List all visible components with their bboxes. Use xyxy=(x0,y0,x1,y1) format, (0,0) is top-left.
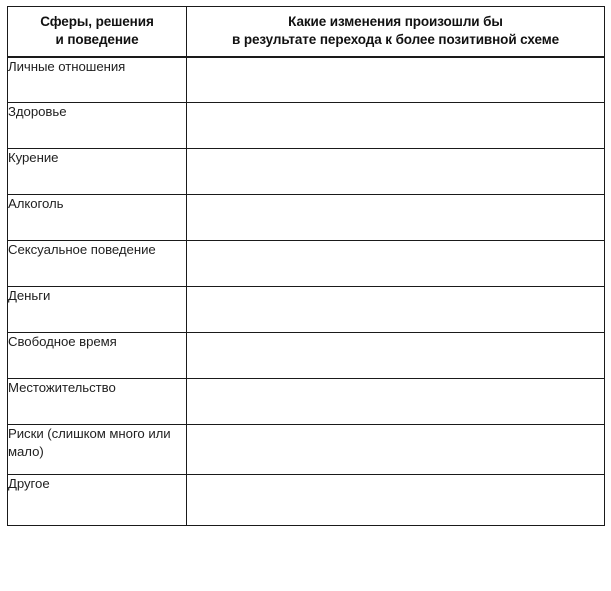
row-answer-sexual-behavior[interactable] xyxy=(187,241,605,287)
table-header-row xyxy=(8,7,605,57)
table-row xyxy=(8,379,605,425)
table-row xyxy=(8,425,605,475)
row-label-free-time: Свободное время xyxy=(8,333,187,379)
table-row xyxy=(8,287,605,333)
row-answer-residence[interactable] xyxy=(187,379,605,425)
table-row xyxy=(8,195,605,241)
schema-change-worksheet-table xyxy=(7,6,605,526)
table-row xyxy=(8,57,605,103)
row-answer-free-time[interactable] xyxy=(187,333,605,379)
table-row xyxy=(8,103,605,149)
column-header-domain-line1: Сферы, решения xyxy=(40,14,154,29)
column-header-domain xyxy=(8,7,187,57)
table-row xyxy=(8,241,605,287)
column-header-changes xyxy=(187,7,605,57)
row-label-sexual-behavior: Сексуальное поведение xyxy=(8,241,187,287)
row-answer-alcohol[interactable] xyxy=(187,195,605,241)
table-row xyxy=(8,149,605,195)
row-answer-money[interactable] xyxy=(187,287,605,333)
row-label-money: Деньги xyxy=(8,287,187,333)
row-label-alcohol: Алкоголь xyxy=(8,195,187,241)
table-row xyxy=(8,475,605,526)
table-header xyxy=(8,7,605,57)
row-answer-risks[interactable] xyxy=(187,425,605,475)
table-row xyxy=(8,333,605,379)
row-answer-smoking[interactable] xyxy=(187,149,605,195)
column-header-domain-line2: и поведение xyxy=(55,31,139,47)
row-label-other: Другое xyxy=(8,475,187,526)
column-header-changes-line1: Какие изменения произошли бы xyxy=(288,14,503,29)
row-label-smoking: Курение xyxy=(8,149,187,195)
row-answer-personal-relationships[interactable] xyxy=(187,57,605,103)
column-header-changes-line2: в результате перехода к более позитивной схеме xyxy=(231,31,560,47)
row-answer-other[interactable] xyxy=(187,475,605,526)
row-label-residence: Местожительство xyxy=(8,379,187,425)
row-label-health: Здоровье xyxy=(8,103,187,149)
table-body xyxy=(8,57,605,526)
row-label-risks: Риски (слишком много или мало) xyxy=(8,425,187,475)
row-label-personal-relationships: Личные отношения xyxy=(8,57,187,103)
row-answer-health[interactable] xyxy=(187,103,605,149)
